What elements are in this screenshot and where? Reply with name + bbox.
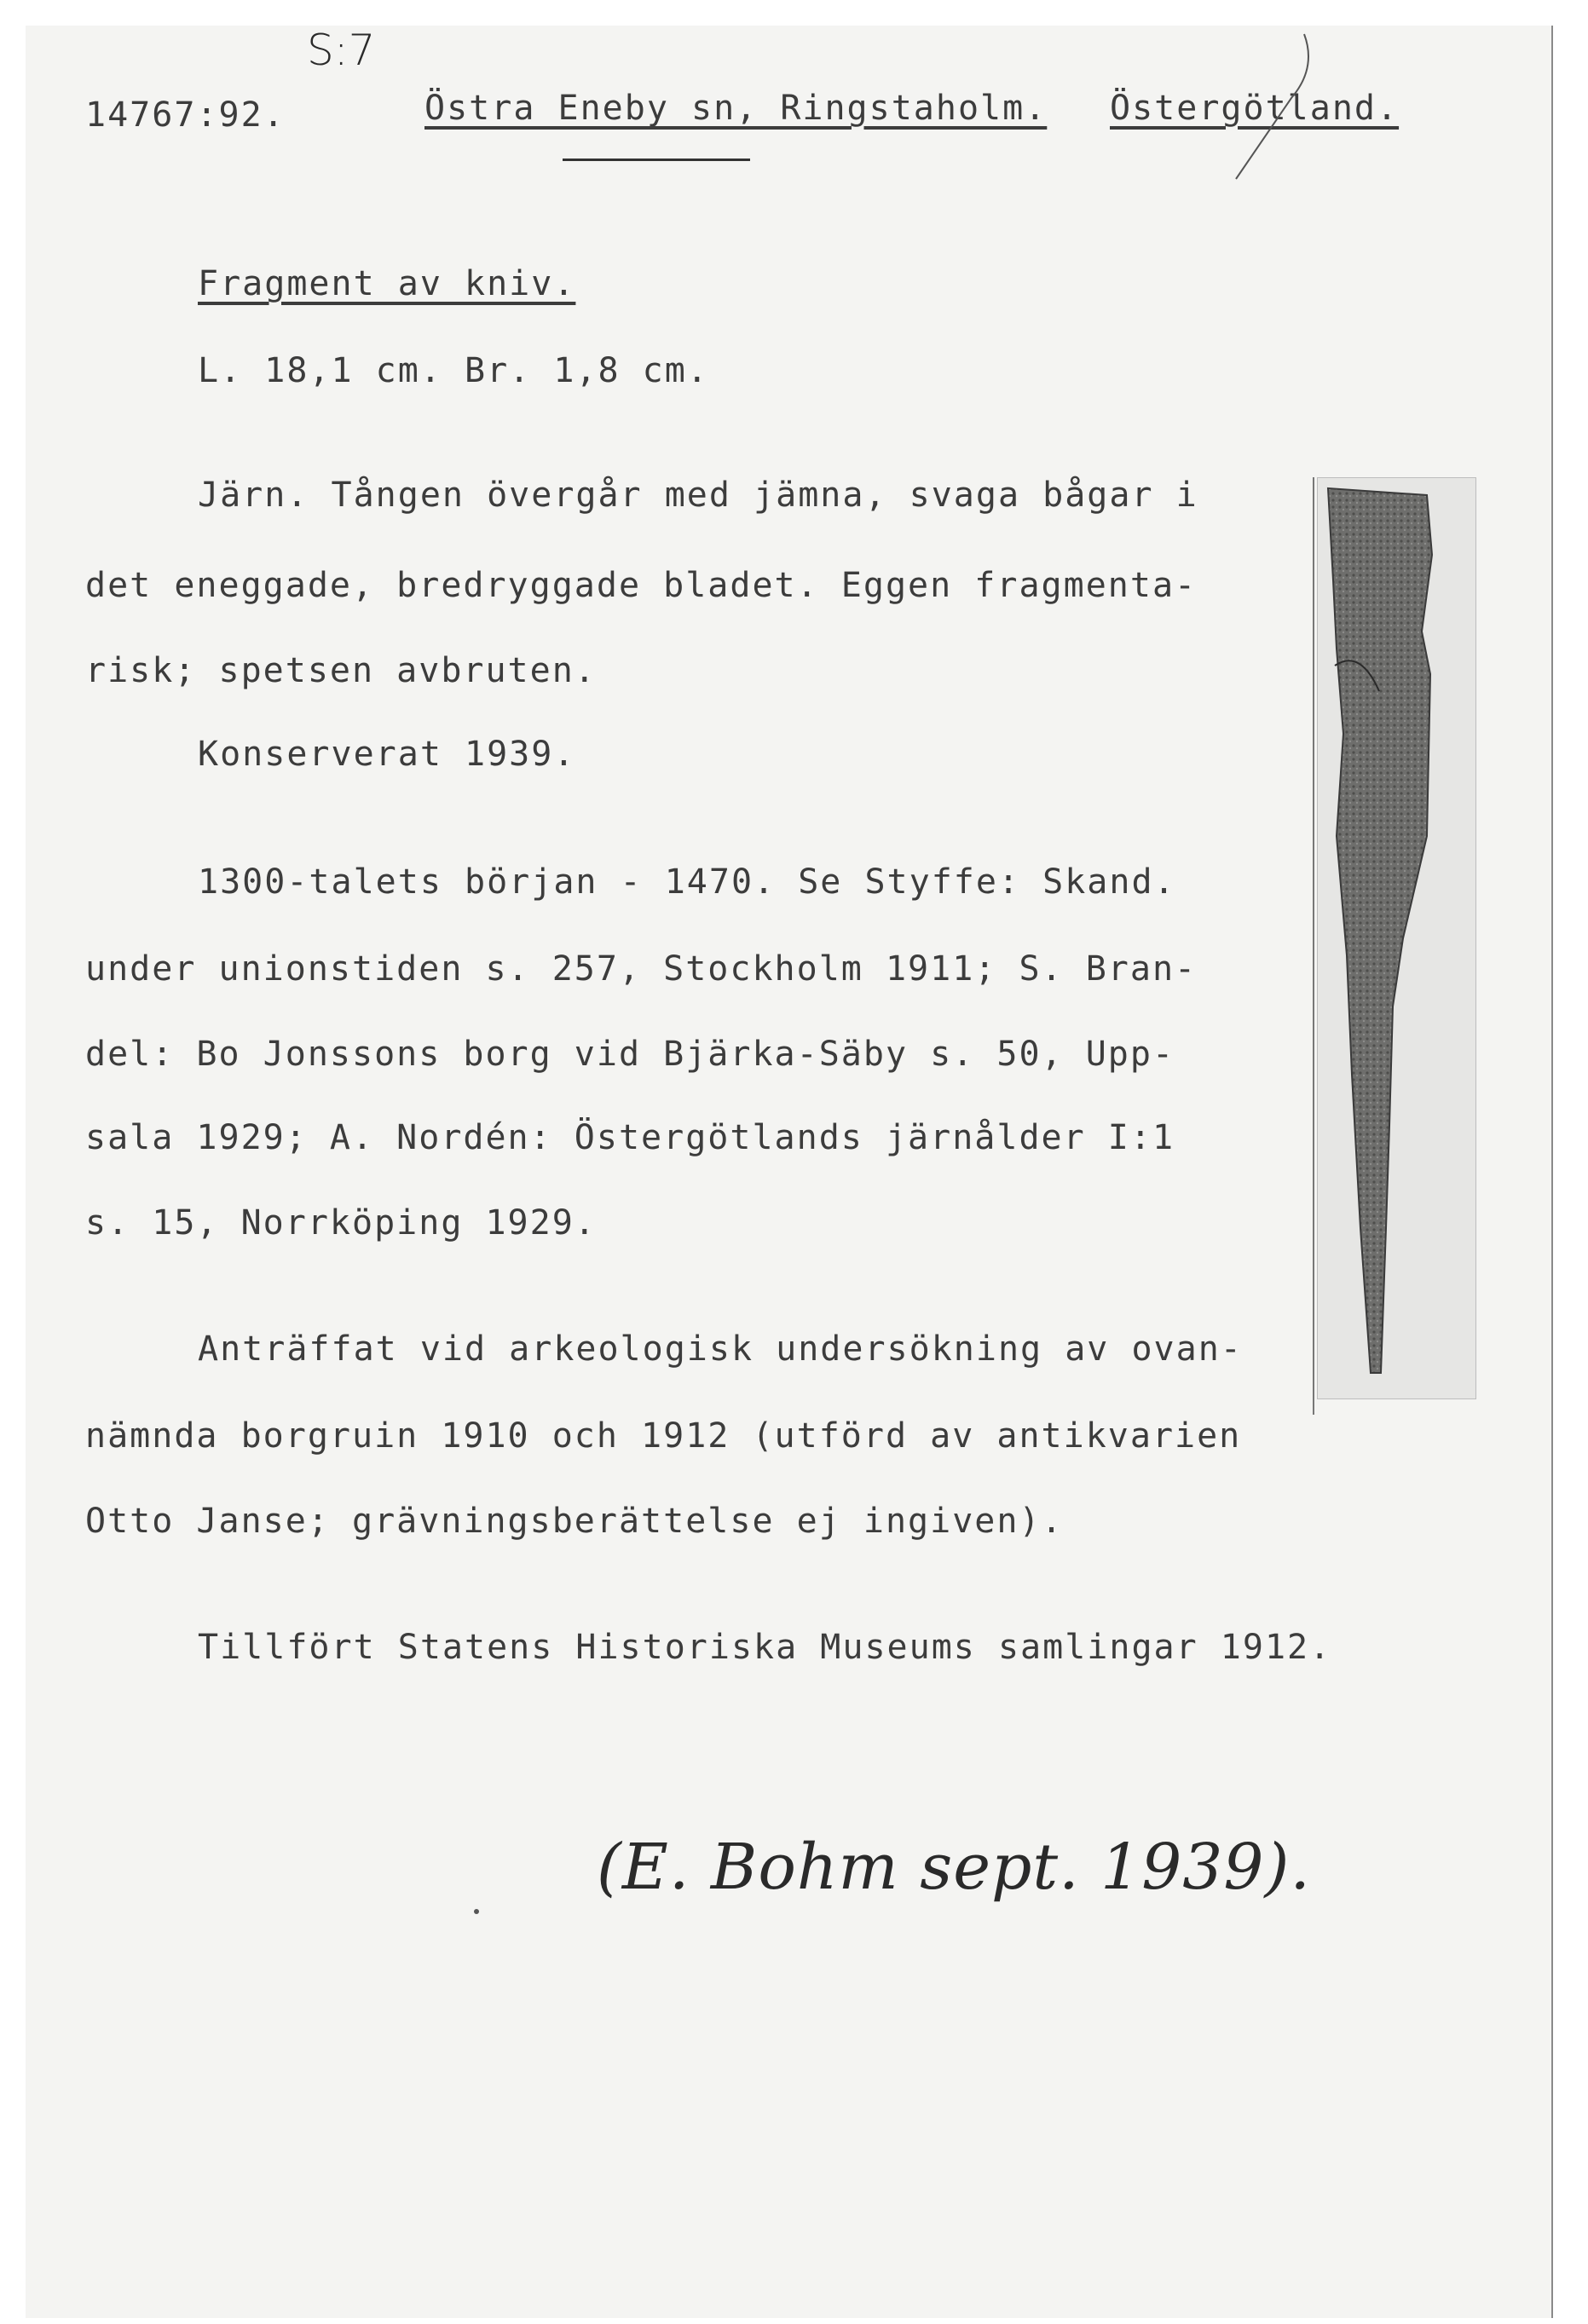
knife-fragment-image	[1318, 478, 1475, 1398]
description-line: risk; spetsen avbruten.	[85, 651, 597, 690]
dating-line: 1300-talets början - 1470. Se Styffe: Skand.	[198, 862, 1176, 902]
province-pen-stroke	[1219, 26, 1321, 196]
stray-mark	[474, 1909, 479, 1914]
dating-line: del: Bo Jonssons borg vid Bjärka-Säby s. 50, Upp-	[85, 1035, 1175, 1074]
dating-line: under unionstiden s. 257, Stockholm 1911; S. Bran-	[85, 949, 1198, 989]
photo-mount-edge	[1313, 477, 1314, 1415]
handwritten-signature: (E. Bohm sept. 1939).	[597, 1831, 1311, 1904]
dating-line: s. 15, Norrköping 1929.	[85, 1203, 597, 1243]
find-line: Otto Janse; grävningsberättelse ej ingiven).	[85, 1502, 1064, 1541]
find-line: nämnda borgruin 1910 och 1912 (utförd av antikvarien	[85, 1416, 1242, 1456]
description-line: det eneggade, bredryggade bladet. Eggen fragmenta-	[85, 566, 1198, 605]
province: Östergötland.	[1110, 89, 1400, 128]
shelf-mark: S:7	[307, 26, 376, 75]
locality-emphasis-rule	[563, 159, 750, 161]
find-line: Anträffat vid arkeologisk undersökning av ovan-	[198, 1329, 1243, 1369]
dating-line: sala 1929; A. Nordén: Östergötlands järnålder I:1	[85, 1118, 1175, 1157]
description-line: Järn. Tången övergår med jämna, svaga bågar i	[198, 476, 1198, 515]
object-title: Fragment av kniv.	[198, 264, 576, 303]
object-dimensions: L. 18,1 cm. Br. 1,8 cm.	[198, 351, 709, 390]
acquisition-note: Tillfört Statens Historiska Museums samlingar 1912.	[198, 1628, 1332, 1667]
catalogue-number: 14767:92.	[85, 95, 286, 135]
conservation-note: Konserverat 1939.	[198, 735, 576, 774]
knife-photograph	[1317, 477, 1476, 1399]
locality: Östra Eneby sn, Ringstaholm.	[424, 89, 1048, 128]
